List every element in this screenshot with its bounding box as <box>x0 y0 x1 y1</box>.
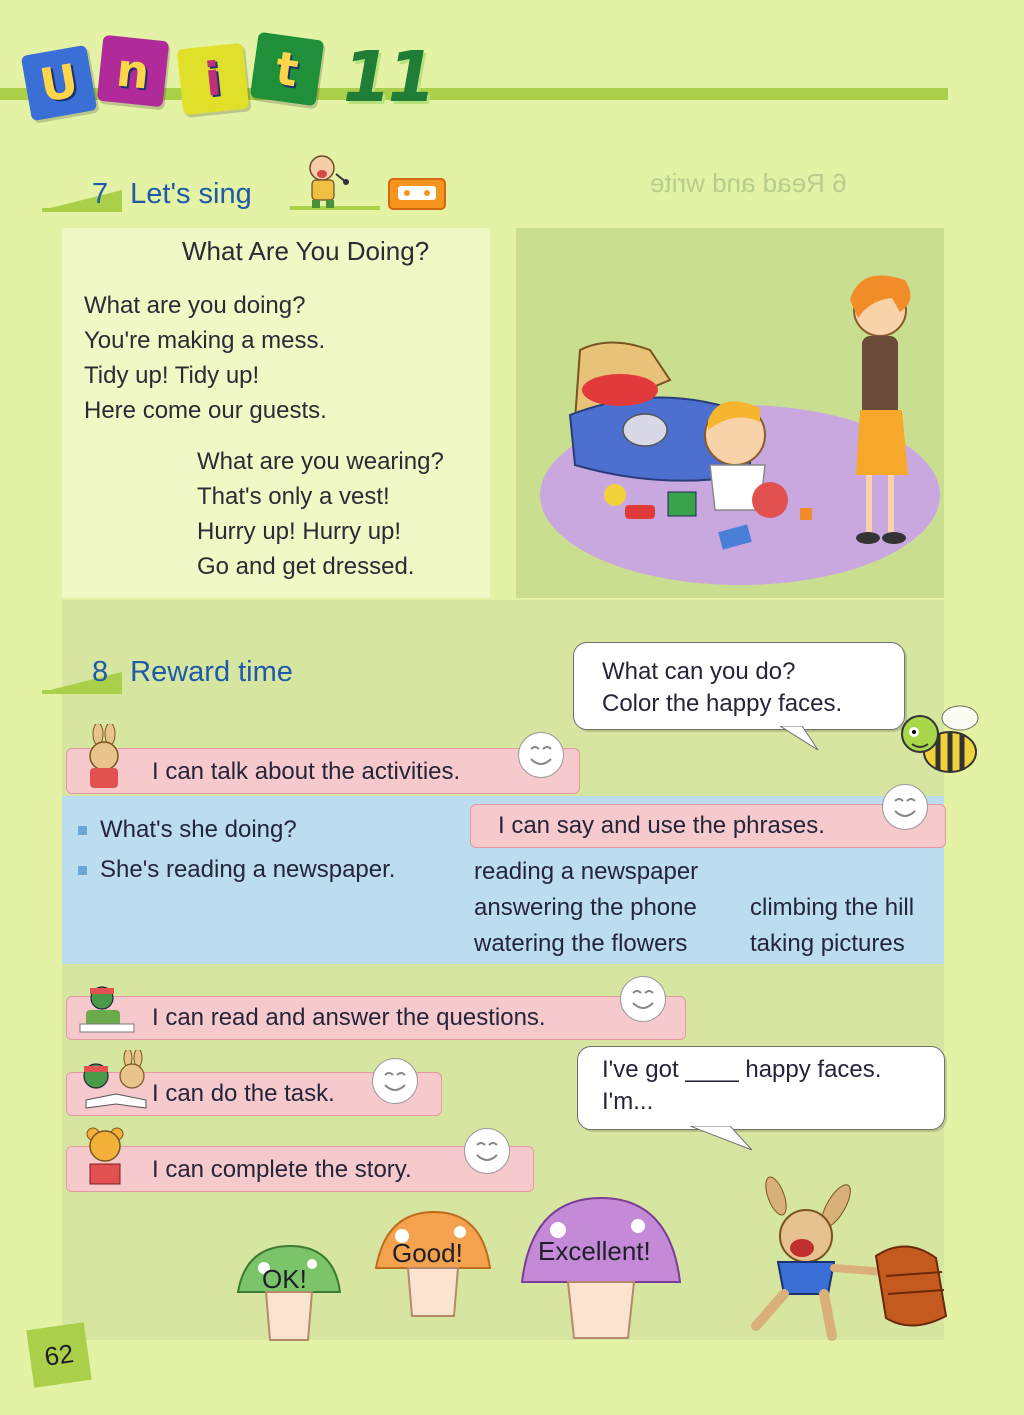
turtle-writing-icon <box>76 984 138 1036</box>
song-verse-2 <box>197 444 444 584</box>
question-line: What's she doing? <box>100 816 297 843</box>
bullet-icon <box>78 866 87 875</box>
reward-story-text: I can complete the story. <box>152 1156 412 1183</box>
unit-letter-n: n <box>97 35 170 108</box>
smiley-face-icon <box>621 977 665 1021</box>
song-title: What Are You Doing? <box>182 236 430 266</box>
reward-activities-text: I can talk about the activities. <box>152 758 461 785</box>
bullet-icon <box>78 826 87 835</box>
smiley-face-task[interactable] <box>372 1058 418 1104</box>
song-line: Hurry up! Hurry up! <box>197 518 402 545</box>
rabbit-bubble-text <box>602 1054 881 1118</box>
smiley-face-phrases[interactable] <box>882 784 928 830</box>
excellent-label: Excellent! <box>538 1236 651 1266</box>
phrase-item: climbing the hill <box>750 894 915 921</box>
smiley-face-icon <box>519 733 563 777</box>
rabbit-bubble-tail <box>690 1126 756 1152</box>
song-line: Here come our guests. <box>84 397 327 424</box>
phrase-item: answering the phone <box>474 894 697 921</box>
song-line: Go and get dressed. <box>197 553 415 580</box>
page-number-text: 62 <box>42 1337 76 1372</box>
smiley-face-icon <box>883 785 927 829</box>
song-line: Tidy up! Tidy up! <box>84 362 260 389</box>
answer-line: She's reading a newspaper. <box>100 856 396 883</box>
song-line: What are you doing? <box>84 292 306 319</box>
singing-boy-icon <box>298 152 358 210</box>
turtle-rabbit-book-icon <box>76 1050 156 1112</box>
smiley-face-icon <box>373 1059 417 1103</box>
section7-title: Let's sing <box>130 178 252 210</box>
page-number <box>26 1322 92 1388</box>
bee-bubble-tail <box>780 726 820 752</box>
purple-mushroom-icon <box>518 1196 684 1342</box>
bee-bubble-line: Color the happy faces. <box>602 690 843 717</box>
section7-number: 7 <box>92 178 109 210</box>
rabbit-with-basket-icon <box>716 1176 956 1346</box>
section7-heading <box>92 178 252 211</box>
good-label: Good! <box>392 1238 463 1268</box>
phrase-item: watering the flowers <box>474 930 688 957</box>
smiley-face-icon <box>465 1129 509 1173</box>
rabbit-bubble-line: I'm... <box>602 1088 654 1115</box>
unit-title <box>20 28 460 128</box>
section8-heading <box>92 656 293 689</box>
smiley-face-activities[interactable] <box>518 732 564 778</box>
reward-read-text: I can read and answer the questions. <box>152 1004 546 1031</box>
messy-room-illustration <box>520 240 940 590</box>
bee-bubble-text <box>602 656 842 720</box>
bee-bubble-line: What can you do? <box>602 658 796 685</box>
phrase-item: taking pictures <box>750 930 905 957</box>
smiley-face-read[interactable] <box>620 976 666 1022</box>
rabbit-reading-icon <box>78 724 130 790</box>
smiley-face-story[interactable] <box>464 1128 510 1174</box>
section8-title: Reward time <box>130 656 293 688</box>
reward-phrases-text: I can say and use the phrases. <box>498 812 825 839</box>
unit-letter-t: t <box>250 32 325 107</box>
song-verse-1 <box>84 288 327 428</box>
song-line: What are you wearing? <box>197 448 444 475</box>
section8-underline <box>42 690 122 694</box>
ok-label: OK! <box>262 1264 307 1294</box>
unit-letter-i: i <box>177 43 250 116</box>
song-line: You're making a mess. <box>84 327 326 354</box>
cassette-icon[interactable] <box>388 178 446 210</box>
rabbit-bubble-line: I've got ____ happy faces. <box>602 1056 882 1083</box>
reward-task-text: I can do the task. <box>152 1080 335 1107</box>
song-line: That's only a vest! <box>197 483 390 510</box>
bear-reading-icon <box>80 1124 130 1186</box>
back-page-heading: 6 Read and write <box>650 168 847 198</box>
section8-number: 8 <box>92 656 109 688</box>
phrase-item: reading a newspaper <box>474 858 699 885</box>
unit-letter-u: U <box>21 45 97 121</box>
unit-number: 11 <box>334 36 439 118</box>
bee-icon <box>888 700 988 780</box>
